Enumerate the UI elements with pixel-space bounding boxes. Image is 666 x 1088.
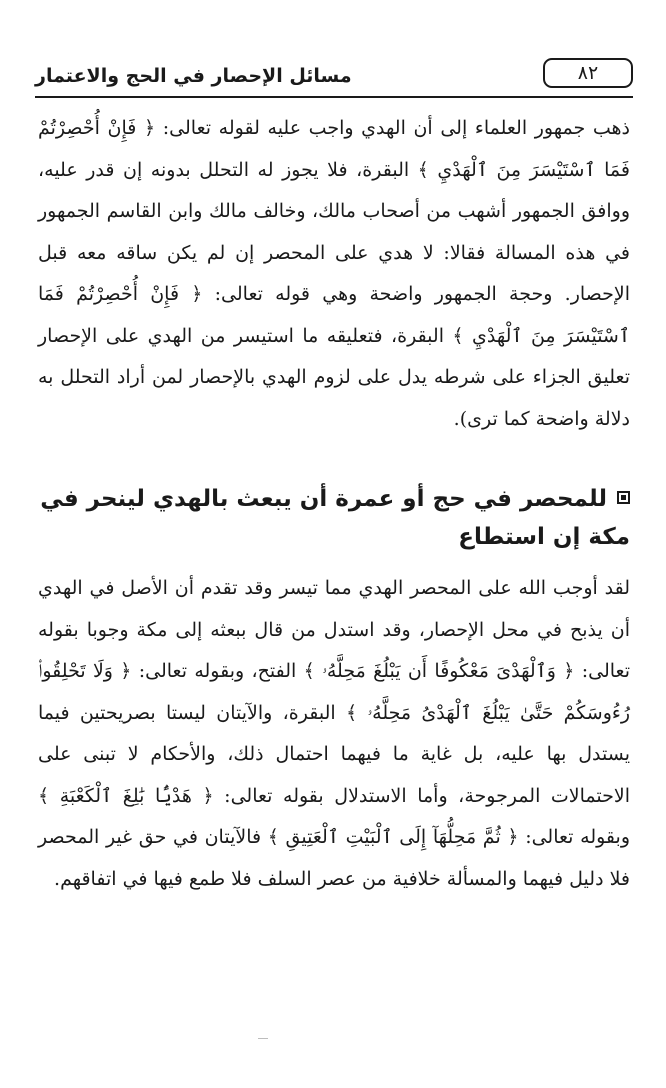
section-heading-text: للمحصر في حج أو عمرة أن يبعث بالهدي لينحر في مكة إن استطاع: [40, 486, 630, 550]
page-number: ٨٢: [543, 58, 633, 88]
page-scan-mark: [258, 1038, 268, 1039]
body-paragraph-2: لقد أوجب الله على المحصر الهدي مما تيسر وقد تقدم أن الأصل في الهدي أن يذبح في محل الإحصار، وقد استدل من قال ببعثه إلى مكة وجوبا بقوله تعالى: ﴿ وَٱلْهَدْىَ مَعْكُوفًا أَن يَبْلُغَ مَحِلَّهُۥ ﴾ الفتح، وبقوله تعالى: ﴿ وَلَا تَحْلِقُوا۟ رُءُوسَكُمْ حَتَّىٰ يَبْلُغَ ٱلْهَدْىُ مَحِلَّهُۥ ﴾ البقرة، والآيتان ليستا بصريحتين فيما يستدل بها عليه، بل غاية ما فيهما احتمال ذلك، والأحكام لا تبنى على الاحتمالات المرجوحة، وأما الاستدلال بقوله تعالى: ﴿ هَدْيًۢا بَٰلِغَ ٱلْكَعْبَةِ ﴾ وبقوله تعالى: ﴿ ثُمَّ مَحِلُّهَآ إِلَى ٱلْبَيْتِ ٱلْعَتِيقِ ﴾ فالآيتان في حق غير المحصر فلا دليل فيهما والمسألة خلافية من عصر السلف فلا طمع فيها في اتفاقهم.: [38, 577, 630, 890]
running-header: [35, 58, 633, 98]
header-divider: [35, 96, 633, 98]
section-heading: [38, 480, 630, 556]
square-bullet-icon: [617, 491, 630, 504]
running-header-title: مسائل الإحصار في الحج والاعتمار: [35, 65, 352, 87]
body-paragraph-1: ذهب جمهور العلماء إلى أن الهدي واجب عليه لقوله تعالى: ﴿ فَإِنْ أُحْصِرْتُمْ فَمَا ٱسْتَيْسَرَ مِنَ ٱلْهَدْيِ ﴾ البقرة، فلا يجوز له التحلل بدونه إن قدر عليه، ووافق الجمهور أشهب من أصحاب مالك، وخالف مالك وابن القاسم الجمهور في هذه المسالة فقالا: لا هدي على المحصر إن لم يكن ساقه معه قبل الإحصار. وحجة الجمهور واضحة وهي قوله تعالى: ﴿ فَإِنْ أُحْصِرْتُمْ فَمَا ٱسْتَيْسَرَ مِنَ ٱلْهَدْيِ ﴾ البقرة، فتعليقه ما استيسر من الهدي على الإحصار تعليق الجزاء على شرطه يدل على لزوم الهدي بالإحصار لمن أراد التحلل به دلالة واضحة كما ترى).: [38, 117, 630, 430]
